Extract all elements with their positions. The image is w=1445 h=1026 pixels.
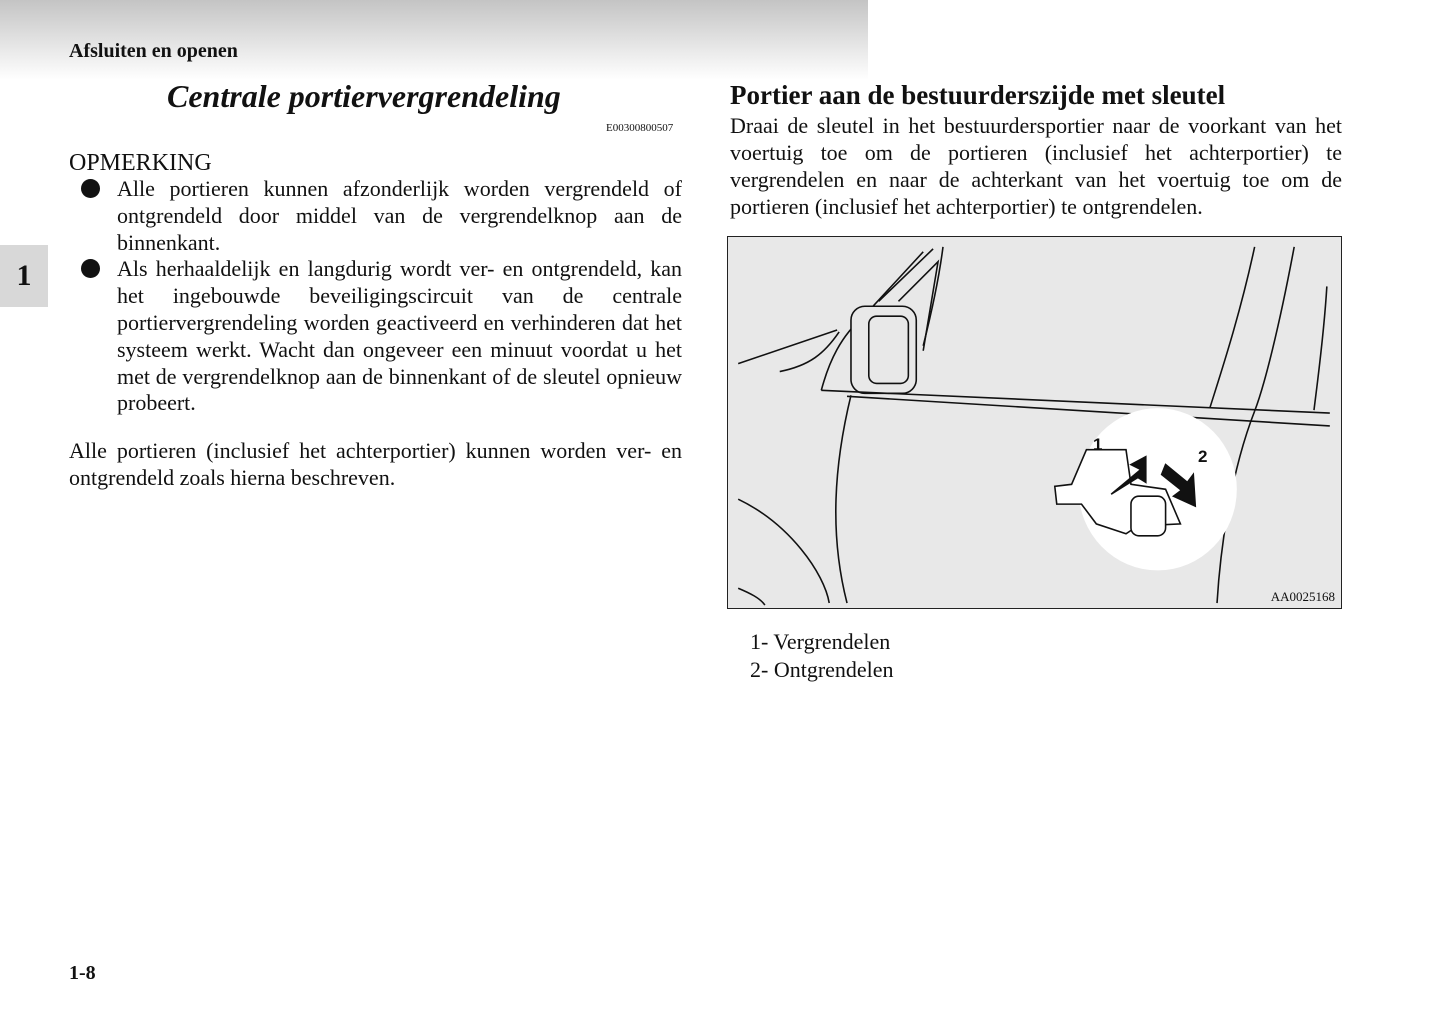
door-key-illustration: [727, 236, 1342, 609]
legend-item: 1- Vergrendelen: [750, 629, 891, 654]
list-item-text: Alle portieren kunnen afzonderlijk worden vergrendeld of ontgrendeld door middel van de vergrendelknop aan de binnenkant.: [117, 176, 682, 255]
instruction-paragraph: Draai de sleutel in het bestuurdersportier naar de voorkant van het voertuig toe om de portieren (inclusief het achterportier) te vergrendelen en naar de achterkant van het voertuig toe om de portieren (inclusief het achterportier) te ontgrendelen.: [730, 113, 1342, 219]
subsection-title: Portier aan de bestuurderszijde met sleutel: [730, 80, 1226, 110]
key-icon: [1131, 496, 1166, 536]
car-door-drawing: [728, 237, 1341, 608]
list-item: [69, 176, 682, 256]
section-code: E00300800507: [606, 122, 674, 134]
figure-code: AA0025168: [1270, 589, 1335, 604]
list-item-text: Als herhaaldelijk en langdurig wordt ver- en ontgrendeld, kan het ingebouwde beveiligingscircuit van de centrale portiervergrendeling worden geactiveerd en verhinderen dat het systeem werkt. Wacht dan ongeveer een minuut voordat u het met de vergrendelknop aan de binnenkant of de sleutel opnieuw probeert.: [117, 256, 682, 416]
figure-legend: [750, 628, 894, 684]
section-header: Afsluiten en openen: [69, 40, 238, 62]
list-item: [69, 256, 682, 417]
bullet-icon: [81, 179, 100, 198]
legend-item: 2- Ontgrendelen: [750, 657, 894, 682]
page-number: 1-8: [69, 962, 96, 984]
bullet-icon: [81, 259, 100, 278]
figure-label-2: 2: [1198, 447, 1208, 466]
chapter-tab: [0, 245, 48, 307]
chapter-number: 1: [16, 259, 32, 292]
note-list: [69, 176, 682, 417]
body-paragraph: Alle portieren (inclusief het achterportier) kunnen worden ver- en ontgrendeld zoals hierna beschreven.: [69, 438, 682, 490]
note-label: OPMERKING: [69, 150, 212, 176]
page-title: Centrale portiervergrendeling: [167, 78, 561, 114]
figure-label-1: 1: [1093, 435, 1103, 454]
